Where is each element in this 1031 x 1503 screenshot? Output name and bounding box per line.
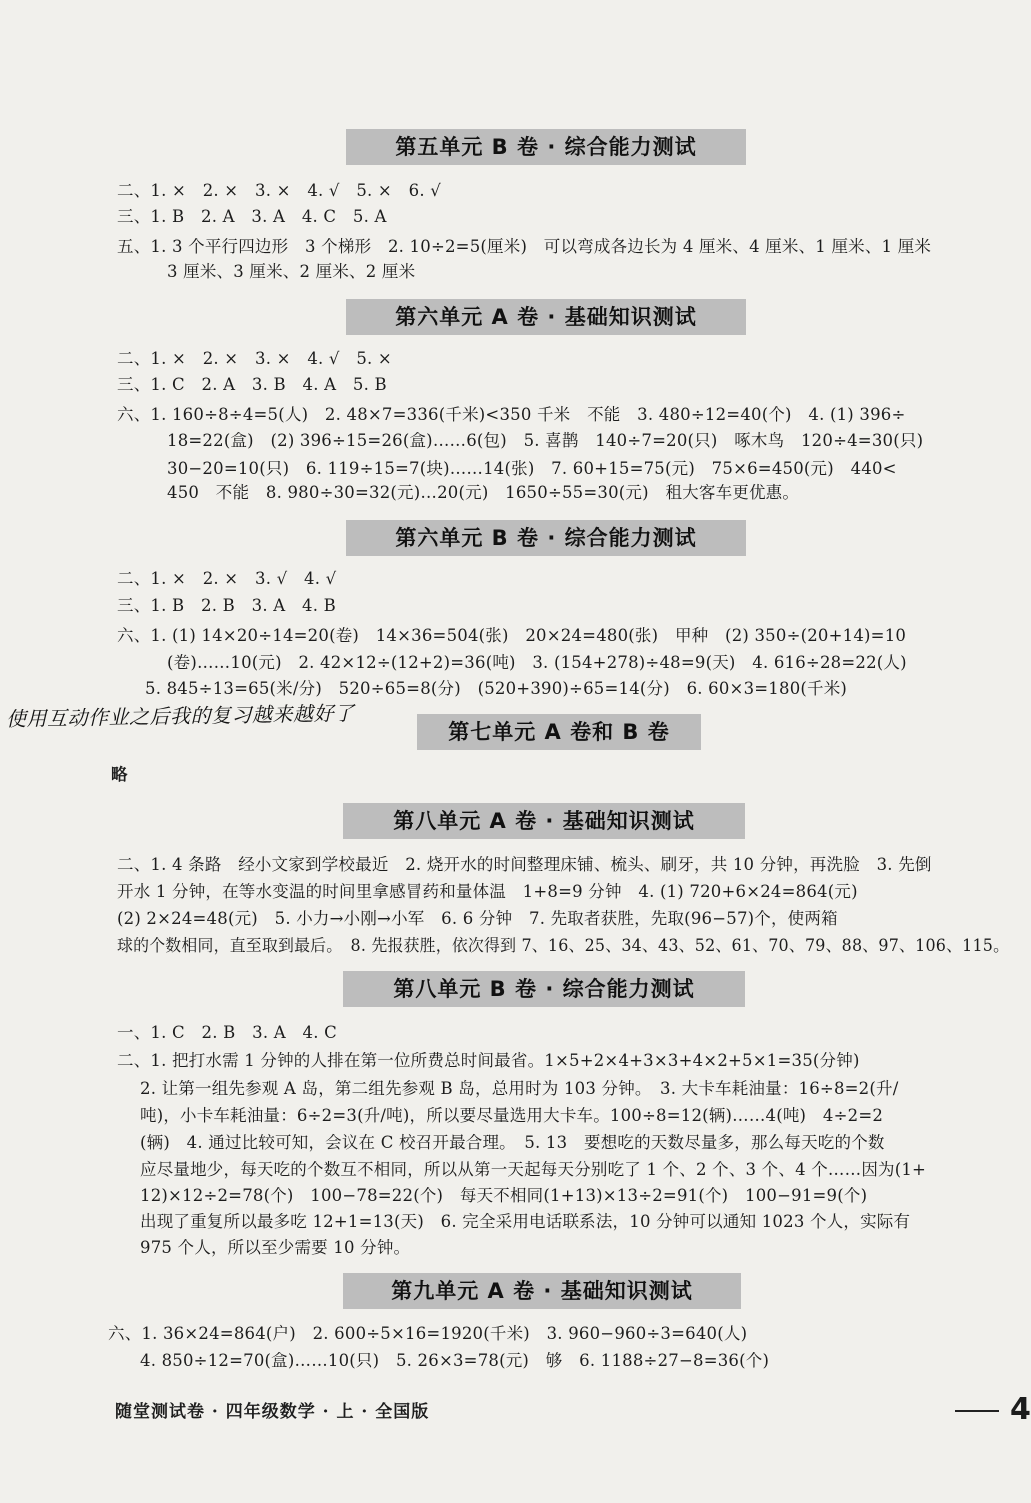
footer-title: 随堂测试卷 · 四年级数学 · 上 · 全国版 (115, 1402, 430, 1422)
section-header-unit7: 第七单元 A 卷和 B 卷 (417, 714, 701, 750)
section-header-unit5-b: 第五单元 B 卷 · 综合能力测试 (346, 129, 746, 165)
answer-line: 六、1. 36×24=864(户) 2. 600÷5×16=1920(千米) 3. 960−960÷3=640(人) (108, 1324, 748, 1343)
answer-line: (2) 2×24=48(元) 5. 小力→小刚→小军 6. 6 分钟 7. 先取者获胜，先取(96−57)个，使两箱 (117, 909, 838, 928)
answer-line: (卷)……10(元) 2. 42×12÷(12+2)=36(吨) 3. (154+278)÷48=9(天) 4. 616÷28=22(人) (167, 653, 907, 672)
answer-line: 三、1. B 2. B 3. A 4. B (117, 596, 336, 615)
handwritten-note: 使用互动作业之后我的复习越来越好了 (5, 700, 355, 732)
answer-line: 975 个人，所以至少需要 10 分钟。 (140, 1238, 411, 1257)
answer-line: 二、1. × 2. × 3. × 4. √ 5. × (117, 349, 392, 368)
answer-line: 18=22(盒) (2) 396÷15=26(盒)……6(包) 5. 喜鹊 140÷7=20(只) 啄木鸟 120÷4=30(只) (167, 431, 924, 450)
answer-line: 出现了重复所以最多吃 12+1=13(天) 6. 完全采用电话联系法，10 分钟可以通知 1023 个人，实际有 (140, 1212, 911, 1231)
answer-line: 二、1. 4 条路 经小文家到学校最近 2. 烧开水的时间整理床铺、梳头、刷牙，共 10 分钟，再洗脸 3. 先倒 (117, 855, 932, 874)
answer-line: 应尽量地少，每天吃的个数互不相同，所以从第一天起每天分别吃了 1 个、2 个、3 个、4 个……因为(1+ (140, 1160, 927, 1179)
answer-line: 4. 850÷12=70(盒)……10(只) 5. 26×3=78(元) 够 6. 1188÷27−8=36(个) (140, 1351, 770, 1370)
answer-line: 450 不能 8. 980÷30=32(元)…20(元) 1650÷55=30(元) 租大客车更优惠。 (167, 483, 800, 502)
answer-line: 二、1. 把打水需 1 分钟的人排在第一位所费总时间最省。1×5+2×4+3×3+4×2+5×1=35(分钟) (117, 1051, 860, 1070)
answer-line: 三、1. C 2. A 3. B 4. A 5. B (117, 375, 387, 394)
answer-line: 2. 让第一组先参观 A 岛，第二组先参观 B 岛，总用时为 103 分钟。 3. 大卡车耗油量：16÷8=2(升/ (140, 1079, 899, 1098)
section-header-unit8-b: 第八单元 B 卷 · 综合能力测试 (343, 971, 745, 1007)
section-header-unit6-a: 第六单元 A 卷 · 基础知识测试 (346, 299, 746, 335)
section-header-unit8-a: 第八单元 A 卷 · 基础知识测试 (343, 803, 745, 839)
answer-line: 略 (111, 765, 128, 784)
answer-line: 吨)，小卡车耗油量：6÷2=3(升/吨)，所以要尽量选用大卡车。100÷8=12(辆)……4(吨) 4÷2=2 (140, 1106, 884, 1125)
answer-line: 二、1. × 2. × 3. × 4. √ 5. × 6. √ (117, 181, 441, 200)
section-header-unit9-a: 第九单元 A 卷 · 基础知识测试 (343, 1273, 741, 1309)
answer-line: 3 厘米、3 厘米、2 厘米、2 厘米 (167, 262, 416, 281)
answer-line: 球的个数相同，直至取到最后。 8. 先报获胜，依次得到 7、16、25、34、43、52、61、70、79、88、97、106、115。 (117, 936, 1010, 955)
answer-line: 三、1. B 2. A 3. A 4. C 5. A (117, 207, 387, 226)
section-header-unit6-b: 第六单元 B 卷 · 综合能力测试 (346, 520, 746, 556)
footer-rule (955, 1410, 999, 1412)
answer-line: 5. 845÷13=65(米/分) 520÷65=8(分) (520+390)÷65=14(分) 6. 60×3=180(千米) (145, 679, 848, 698)
answer-line: 六、1. 160÷8÷4=5(人) 2. 48×7=336(千米)<350 千米 不能 3. 480÷12=40(个) 4. (1) 396÷ (117, 405, 906, 424)
page-number: 4 (1010, 1392, 1031, 1427)
answer-line: 一、1. C 2. B 3. A 4. C (117, 1023, 337, 1042)
answer-line: 五、1. 3 个平行四边形 3 个梯形 2. 10÷2=5(厘米) 可以弯成各边长为 4 厘米、4 厘米、1 厘米、1 厘米 (117, 237, 932, 256)
answer-line: 30−20=10(只) 6. 119÷15=7(块)……14(张) 7. 60+15=75(元) 75×6=450(元) 440< (167, 459, 897, 478)
answer-line: 六、1. (1) 14×20÷14=20(卷) 14×36=504(张) 20×24=480(张) 甲种 (2) 350÷(20+14)=10 (117, 626, 907, 645)
answer-line: 12)×12÷2=78(个) 100−78=22(个) 每天不相同(1+13)×13÷2=91(个) 100−91=9(个) (140, 1186, 868, 1205)
answer-line: 开水 1 分钟，在等水变温的时间里拿感冒药和量体温 1+8=9 分钟 4. (1) 720+6×24=864(元) (117, 882, 858, 901)
answer-line: 二、1. × 2. × 3. √ 4. √ (117, 569, 337, 588)
answer-line: (辆) 4. 通过比较可知，会议在 C 校召开最合理。 5. 13 要想吃的天数尽量多，那么每天吃的个数 (140, 1133, 885, 1152)
